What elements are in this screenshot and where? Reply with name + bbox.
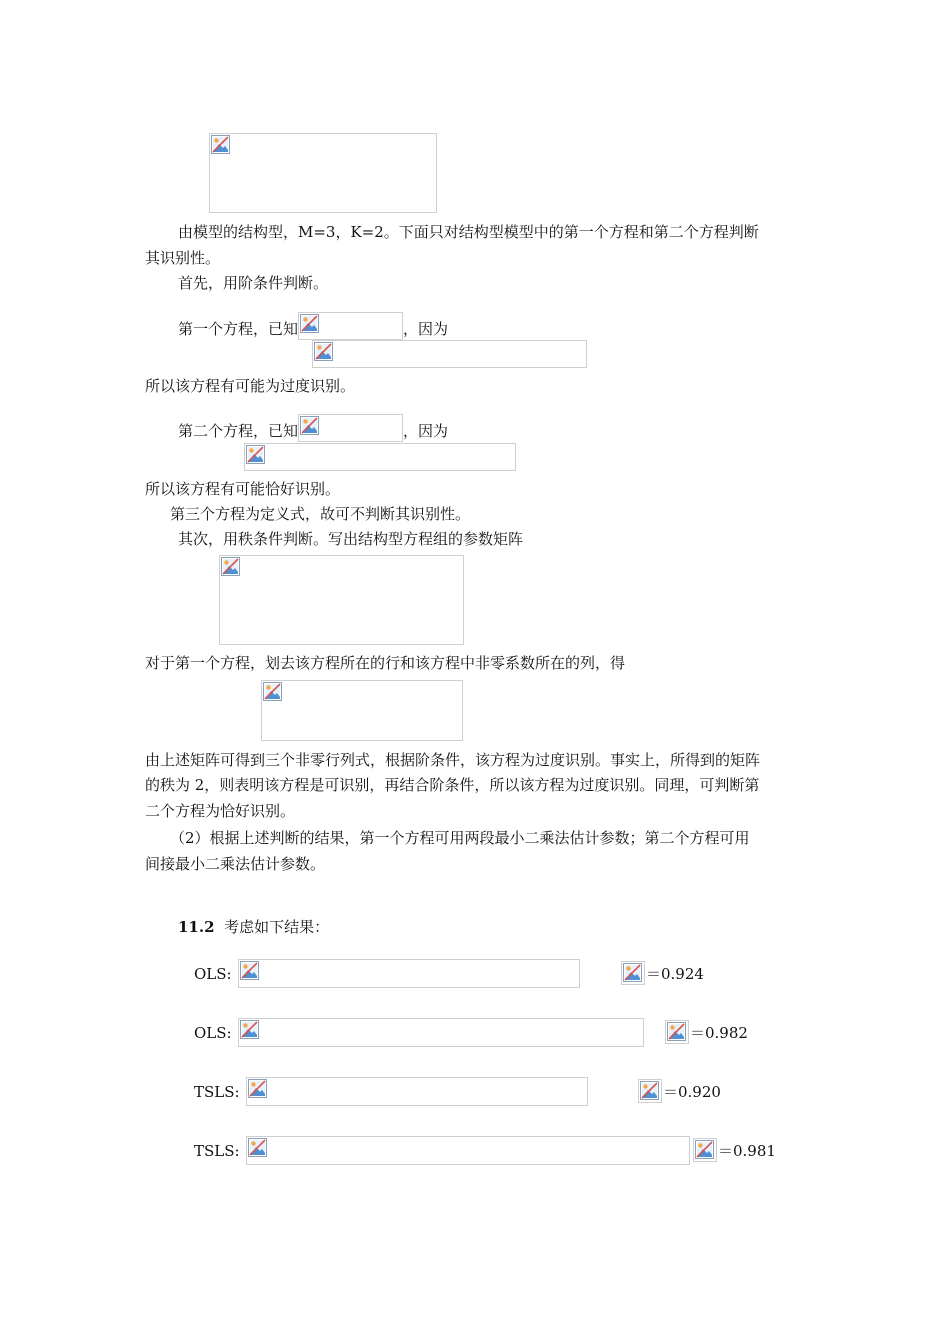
eq2-known-line — [178, 414, 448, 442]
result-equation-image-2 — [238, 1018, 644, 1047]
eq1-prefix: 第一个方程，已知 — [178, 320, 299, 338]
r2-image-3 — [638, 1079, 662, 1103]
parameter-matrix-image — [219, 555, 464, 645]
para1-line2: 其识别性。 — [145, 249, 221, 267]
eq2-suffix: ，因为 — [403, 422, 449, 440]
eq2-known-image — [298, 414, 403, 442]
para4-line1: （2）根据上述判断的结果，第一个方程可用两段最小二乘法估计参数；第二个方程可用 — [170, 829, 750, 847]
eq1-known-line — [178, 312, 448, 340]
broken-image-icon — [221, 557, 240, 576]
broken-image-icon — [211, 135, 230, 154]
r2-value-3: ＝0.920 — [663, 1083, 721, 1101]
para1-line1: 由模型的结构型，M=3，K=2。下面只对结构型模型中的第一个方程和第二个方程判断 — [178, 223, 759, 241]
order-condition-heading: 首先，用阶条件判断。 — [178, 274, 329, 292]
broken-image-icon — [240, 1020, 259, 1039]
broken-image-icon — [695, 1140, 714, 1159]
result-equation-image-3 — [246, 1077, 588, 1106]
r2-image-1 — [621, 961, 645, 985]
result-equation-image-4 — [246, 1136, 690, 1165]
problem-text: 考虑如下结果： — [224, 918, 330, 936]
equation-image — [209, 133, 437, 213]
result-method-3: TSLS: — [194, 1083, 240, 1101]
r2-value-4: ＝0.981 — [718, 1142, 776, 1160]
submatrix-image — [261, 680, 463, 741]
r2-image-4 — [693, 1138, 717, 1162]
rank-strike-text: 对于第一个方程，划去该方程所在的行和该方程中非零系数所在的列，得 — [145, 654, 626, 672]
result-method-1: OLS: — [194, 965, 232, 983]
eq3-text: 第三个方程为定义式，故可不判断其识别性。 — [170, 505, 471, 523]
para4-line2: 间接最小二乘法估计参数。 — [145, 855, 326, 873]
broken-image-icon — [300, 416, 319, 435]
broken-image-icon — [246, 445, 265, 464]
r2-image-2 — [665, 1020, 689, 1044]
broken-image-icon — [300, 314, 319, 333]
r2-value-1: ＝0.924 — [646, 965, 704, 983]
result-equation-image-1 — [238, 959, 580, 988]
broken-image-icon — [667, 1022, 686, 1041]
rank-intro: 其次，用秩条件判断。写出结构型方程组的参数矩阵 — [178, 530, 524, 548]
para3-line1: 由上述矩阵可得到三个非零行列式，根据阶条件，该方程为过度识别。事实上，所得到的矩阵 — [145, 751, 761, 769]
broken-image-icon — [640, 1081, 659, 1100]
result-method-4: TSLS: — [194, 1142, 240, 1160]
para3-line3: 二个方程为恰好识别。 — [145, 802, 296, 820]
para3-line2: 的秩为 2，则表明该方程是可识别，再结合阶条件，所以该方程为过度识别。同理，可判断第 — [145, 776, 760, 794]
broken-image-icon — [314, 342, 333, 361]
broken-image-icon — [623, 963, 642, 982]
eq2-conclusion: 所以该方程有可能恰好识别。 — [145, 480, 341, 498]
eq1-conclusion: 所以该方程有可能为过度识别。 — [145, 377, 356, 395]
eq1-because-image — [312, 340, 587, 368]
eq2-prefix: 第二个方程，已知 — [178, 422, 299, 440]
result-method-2: OLS: — [194, 1024, 232, 1042]
eq2-because-image — [244, 443, 516, 471]
problem-number: 11.2 — [178, 918, 215, 936]
r2-value-2: ＝0.982 — [690, 1024, 748, 1042]
broken-image-icon — [248, 1079, 267, 1098]
broken-image-icon — [240, 961, 259, 980]
broken-image-icon — [263, 682, 282, 701]
eq1-suffix: ，因为 — [403, 320, 449, 338]
broken-image-icon — [248, 1138, 267, 1157]
eq1-known-image — [298, 312, 403, 340]
problem-heading — [178, 916, 329, 938]
